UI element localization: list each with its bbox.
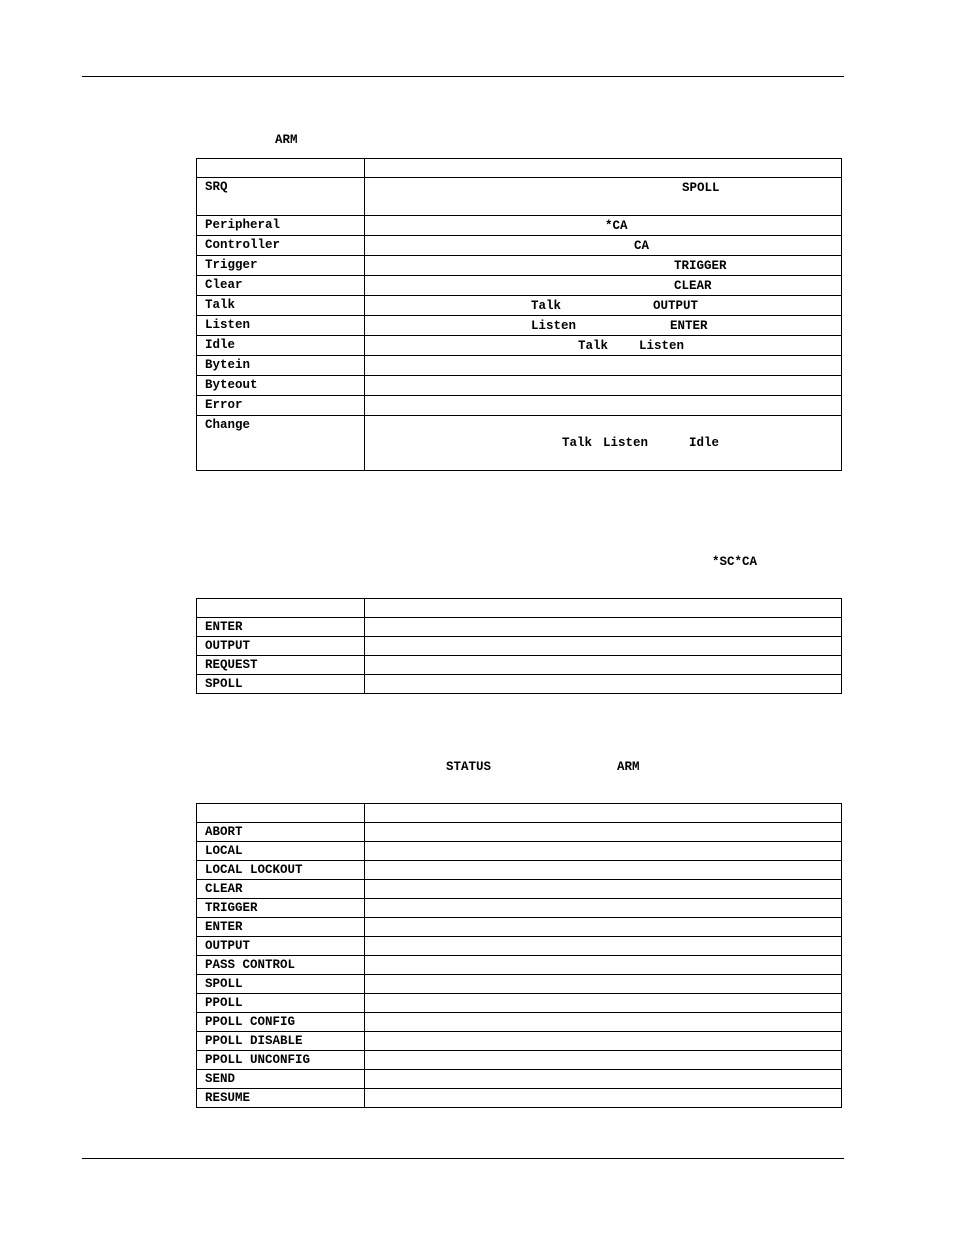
- table-row: [197, 823, 842, 842]
- column-header: [197, 599, 365, 618]
- row-description: [365, 1032, 842, 1051]
- row-description: [365, 296, 842, 316]
- row-description: [365, 994, 842, 1013]
- inline-keyword: Talk: [578, 339, 609, 353]
- inline-keyword: SPOLL: [682, 181, 720, 195]
- para3-keyword-arm: ARM: [617, 760, 640, 774]
- row-name: PPOLL DISABLE: [197, 1032, 365, 1051]
- row-description: [365, 376, 842, 396]
- row-name: LOCAL: [197, 842, 365, 861]
- row-name: PASS CONTROL: [197, 956, 365, 975]
- row-name: RESUME: [197, 1089, 365, 1108]
- status-bits-table: [196, 158, 842, 471]
- row-name: CLEAR: [197, 880, 365, 899]
- row-description: [365, 618, 842, 637]
- row-description: [365, 396, 842, 416]
- row-description: [365, 236, 842, 256]
- row-description: [365, 937, 842, 956]
- row-description: [365, 956, 842, 975]
- row-description: [365, 216, 842, 236]
- row-name: Peripheral: [197, 216, 365, 236]
- inline-keyword: Listen: [639, 339, 685, 353]
- inline-keyword: TRIGGER: [674, 259, 727, 273]
- table-row: [197, 956, 842, 975]
- row-name: Clear: [197, 276, 365, 296]
- column-header: [365, 804, 842, 823]
- row-description: [365, 178, 842, 216]
- row-description: [365, 899, 842, 918]
- row-description: [365, 336, 842, 356]
- table-header-row: [197, 804, 842, 823]
- table-row: [197, 1051, 842, 1070]
- row-description: [365, 861, 842, 880]
- row-name: OUTPUT: [197, 637, 365, 656]
- row-name: ENTER: [197, 918, 365, 937]
- table-row: [197, 336, 842, 356]
- row-name: Bytein: [197, 356, 365, 376]
- table-row: [197, 637, 842, 656]
- row-name: SRQ: [197, 178, 365, 216]
- table-row: [197, 975, 842, 994]
- row-description: [365, 256, 842, 276]
- row-name: SEND: [197, 1070, 365, 1089]
- table-row: [197, 656, 842, 675]
- row-description: [365, 416, 842, 471]
- row-name: Talk: [197, 296, 365, 316]
- column-header: [365, 159, 842, 178]
- para3-keyword-status: STATUS: [446, 760, 492, 774]
- row-description: [365, 316, 842, 336]
- row-name: ENTER: [197, 618, 365, 637]
- table-row: [197, 236, 842, 256]
- row-name: SPOLL: [197, 975, 365, 994]
- table-row: [197, 842, 842, 861]
- table-row: [197, 1013, 842, 1032]
- row-name: PPOLL UNCONFIG: [197, 1051, 365, 1070]
- table-row: [197, 1032, 842, 1051]
- inline-keyword: OUTPUT: [653, 299, 699, 313]
- table-row: [197, 276, 842, 296]
- inline-keyword: Idle: [689, 436, 720, 450]
- row-name: ABORT: [197, 823, 365, 842]
- io-commands-table: [196, 598, 842, 694]
- row-name: SPOLL: [197, 675, 365, 694]
- row-name: Controller: [197, 236, 365, 256]
- row-name: PPOLL: [197, 994, 365, 1013]
- table-row: [197, 178, 842, 216]
- row-description: [365, 675, 842, 694]
- para2-keyword: *SC*CA: [712, 555, 758, 569]
- row-name: Change: [197, 416, 365, 471]
- bus-commands-table: [196, 803, 842, 1108]
- header-rule: [82, 76, 844, 77]
- row-name: PPOLL CONFIG: [197, 1013, 365, 1032]
- row-name: LOCAL LOCKOUT: [197, 861, 365, 880]
- row-description: [365, 637, 842, 656]
- row-description: [365, 880, 842, 899]
- row-description: [365, 656, 842, 675]
- table-row: [197, 356, 842, 376]
- inline-keyword: *CA: [605, 219, 628, 233]
- table-row: [197, 618, 842, 637]
- table-row: [197, 675, 842, 694]
- inline-keyword: Talk: [531, 299, 562, 313]
- row-name: Error: [197, 396, 365, 416]
- row-description: [365, 1051, 842, 1070]
- column-header: [197, 159, 365, 178]
- table-row: [197, 880, 842, 899]
- row-description: [365, 1070, 842, 1089]
- table-header-row: [197, 599, 842, 618]
- row-description: [365, 975, 842, 994]
- row-name: OUTPUT: [197, 937, 365, 956]
- table-header-row: [197, 159, 842, 178]
- table-row: [197, 1089, 842, 1108]
- inline-keyword: CA: [634, 239, 650, 253]
- inline-keyword: CLEAR: [674, 279, 712, 293]
- row-description: [365, 823, 842, 842]
- table-row: [197, 396, 842, 416]
- row-name: Idle: [197, 336, 365, 356]
- row-name: REQUEST: [197, 656, 365, 675]
- table-row: [197, 416, 842, 471]
- intro-arm-keyword: ARM: [275, 133, 298, 147]
- table-row: [197, 1070, 842, 1089]
- inline-keyword: Listen: [531, 319, 577, 333]
- inline-keyword: Talk: [562, 436, 593, 450]
- row-name: Trigger: [197, 256, 365, 276]
- row-description: [365, 1089, 842, 1108]
- inline-keyword: ENTER: [670, 319, 708, 333]
- table-row: [197, 216, 842, 236]
- row-description: [365, 356, 842, 376]
- table-row: [197, 376, 842, 396]
- row-description: [365, 918, 842, 937]
- row-description: [365, 1013, 842, 1032]
- row-name: Byteout: [197, 376, 365, 396]
- table-row: [197, 899, 842, 918]
- table-row: [197, 861, 842, 880]
- column-header: [365, 599, 842, 618]
- row-name: Listen: [197, 316, 365, 336]
- footer-rule: [82, 1158, 844, 1159]
- row-description: [365, 842, 842, 861]
- table-row: [197, 937, 842, 956]
- inline-keyword: Listen: [603, 436, 649, 450]
- table-row: [197, 994, 842, 1013]
- column-header: [197, 804, 365, 823]
- table-row: [197, 918, 842, 937]
- row-name: TRIGGER: [197, 899, 365, 918]
- table-row: [197, 256, 842, 276]
- table-row: [197, 316, 842, 336]
- row-description: [365, 276, 842, 296]
- table-row: [197, 296, 842, 316]
